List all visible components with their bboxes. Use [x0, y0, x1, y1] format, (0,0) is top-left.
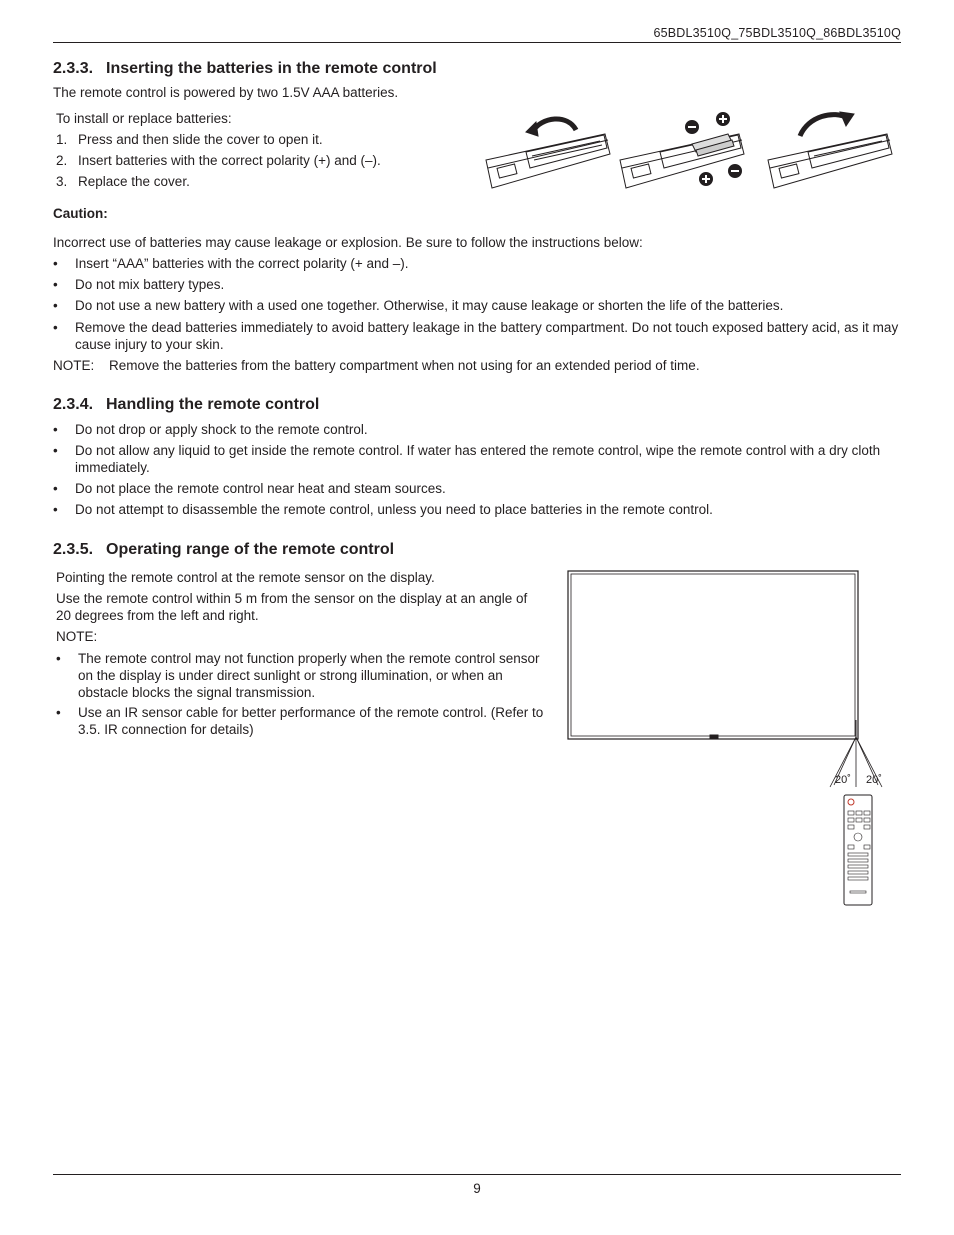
section-title: Inserting the batteries in the remote control — [106, 60, 437, 77]
remote-open-cover-figure — [486, 119, 610, 188]
bullet-marker: • — [53, 256, 58, 271]
display-logo — [710, 735, 718, 738]
section-number: 2.3.5. — [53, 541, 94, 558]
section-title: Operating range of the remote control — [106, 541, 395, 558]
bullet-marker: • — [53, 443, 58, 458]
footer-rule — [53, 1174, 901, 1175]
bullet-marker: • — [53, 481, 58, 496]
bullet-text: Insert “AAA” batteries with the correct polarity (+ and –). — [75, 256, 409, 271]
bullet-text: Do not attempt to disassemble the remote control, unless you need to place batteries in the remote control. — [75, 502, 713, 517]
bullet-marker: • — [53, 277, 58, 292]
display-outline — [568, 571, 858, 739]
bullet-text: Use an IR sensor cable for better performance of the remote control. (Refer to 3.5. IR connection for details) — [78, 705, 544, 737]
step-number: 2. — [56, 153, 68, 168]
bullet-marker: • — [56, 651, 61, 666]
step-number: 1. — [56, 132, 68, 147]
document-model-header: 65BDL3510Q_75BDL3510Q_86BDL3510Q — [653, 26, 901, 40]
bullet-text: Do not allow any liquid to get inside the remote control. If water has entered the remote control, wipe the remote control with a dry cloth immediately. — [75, 443, 881, 475]
section-title: Handling the remote control — [106, 396, 320, 413]
display-screen — [571, 574, 855, 736]
bullet-text: The remote control may not function properly when the remote control sensor on the display is under direct sunlight or strong illumination, or when an obstacle blocks the signal transmission. — [78, 651, 540, 700]
section-heading-2-3-4 — [53, 396, 319, 414]
angle-label-left: 20˚ — [835, 774, 851, 786]
bullet-marker: • — [56, 705, 61, 720]
operating-range-para-1: Pointing the remote control at the remote sensor on the display. — [56, 570, 435, 585]
bullet-marker: • — [53, 320, 58, 335]
page-number: 9 — [473, 1181, 481, 1196]
caution-label: Caution: — [53, 206, 108, 221]
bullet-marker: • — [53, 298, 58, 313]
operating-range-para-2: Use the remote control within 5 m from the sensor on the display at an angle of 20 degrees from the left and right. — [56, 591, 528, 623]
bullet-text: Do not mix battery types. — [75, 277, 225, 292]
bullet-marker: • — [53, 502, 58, 517]
bullet-text: Do not drop or apply shock to the remote control. — [75, 422, 368, 437]
step-number: 3. — [56, 174, 68, 189]
note-label: NOTE: — [53, 358, 95, 373]
section-number: 2.3.3. — [53, 60, 94, 77]
step-text: Replace the cover. — [78, 174, 190, 189]
bullet-text: Do not place the remote control near heat and steam sources. — [75, 481, 446, 496]
steps-intro: To install or replace batteries: — [56, 111, 232, 126]
intro-text: The remote control is powered by two 1.5V AAA batteries. — [53, 85, 399, 100]
bullet-text: Do not use a new battery with a used one together. Otherwise, it may cause leakage or shorten the life of the batteries. — [75, 298, 784, 313]
section-heading-2-3-3 — [53, 60, 437, 78]
remote-insert-batteries-figure — [620, 113, 744, 189]
note-text: Remove the batteries from the battery compartment when not using for an extended period of time. — [109, 358, 700, 373]
remote-replace-cover-figure — [768, 112, 892, 188]
section-heading-2-3-5 — [53, 541, 394, 559]
caution-intro: Incorrect use of batteries may cause leakage or explosion. Be sure to follow the instructions below: — [53, 235, 643, 250]
bullet-text: Remove the dead batteries immediately to avoid battery leakage in the battery compartment. Do not touch exposed battery acid, as it may cause injury to your skin. — [75, 320, 899, 352]
step-text: Insert batteries with the correct polarity (+) and (–). — [78, 153, 381, 168]
header-rule — [53, 42, 901, 43]
angle-label-right: 20˚ — [866, 774, 882, 786]
step-text: Press and then slide the cover to open it. — [78, 132, 323, 147]
section-number: 2.3.4. — [53, 396, 94, 413]
battery-installation-illustration — [480, 108, 900, 198]
bullet-marker: • — [53, 422, 58, 437]
operating-range-diagram — [560, 565, 900, 910]
remote-control-figure — [844, 795, 872, 905]
note-label: NOTE: — [56, 629, 98, 644]
